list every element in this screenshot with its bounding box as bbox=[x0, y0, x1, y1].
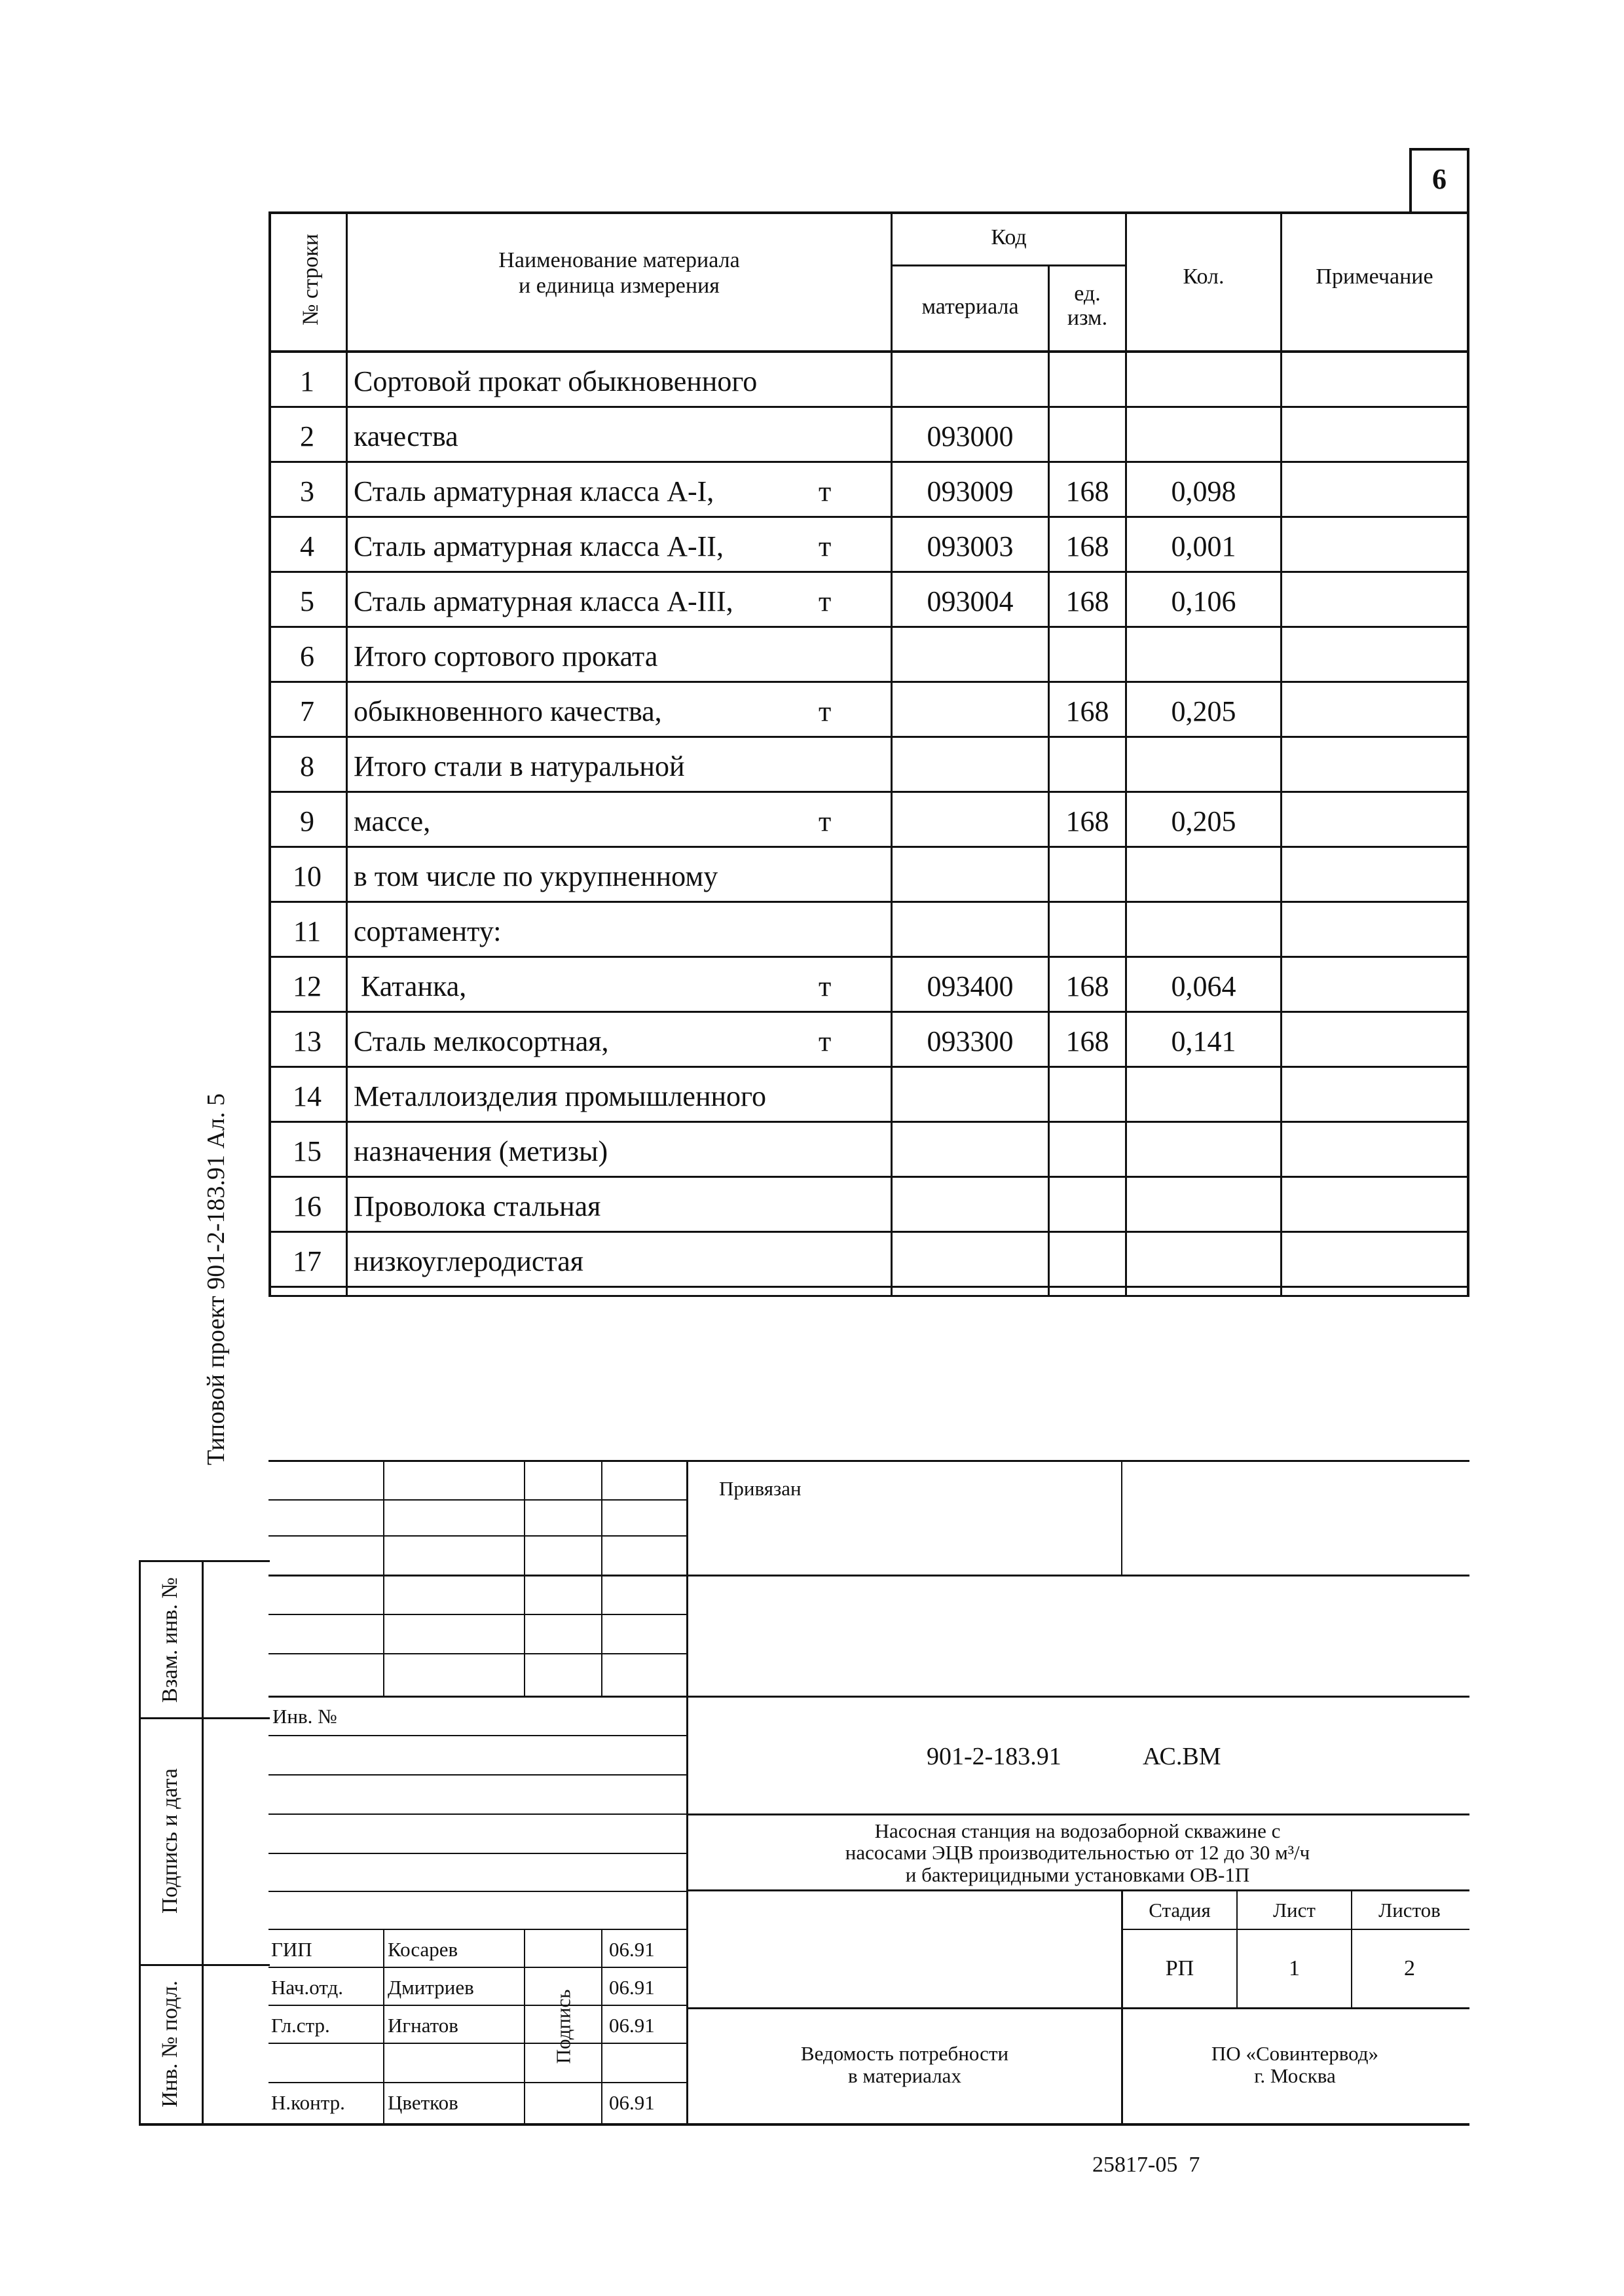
privyazan-label: Привязан bbox=[719, 1477, 802, 1500]
row-number: 10 bbox=[293, 860, 322, 892]
material-name: Катанка, bbox=[354, 970, 467, 1002]
table-row bbox=[268, 903, 1469, 958]
row-number: 16 bbox=[293, 1190, 322, 1222]
quantity: 0,205 bbox=[1171, 805, 1236, 837]
material-code: 093000 bbox=[927, 420, 1014, 452]
staff-name: Косарев bbox=[388, 1938, 458, 1961]
stamp-vzam: Взам. инв. № bbox=[158, 1577, 182, 1703]
sheet-number: 6 bbox=[1432, 163, 1447, 195]
table-row bbox=[268, 683, 1469, 738]
unit-code: 168 bbox=[1065, 530, 1109, 562]
table-row bbox=[268, 408, 1469, 463]
unit-code: 168 bbox=[1065, 1025, 1109, 1057]
unit-abbrev: т bbox=[819, 1025, 832, 1057]
row-number: 1 bbox=[300, 365, 314, 397]
material-code: 093009 bbox=[927, 475, 1014, 507]
unit-abbrev: т bbox=[819, 805, 832, 837]
row-number: 9 bbox=[300, 805, 314, 837]
unit-code: 168 bbox=[1065, 695, 1109, 727]
quantity: 0,001 bbox=[1171, 530, 1236, 562]
material-name: Сталь мелкосортная, bbox=[354, 1025, 609, 1057]
material-code: 093300 bbox=[927, 1025, 1014, 1057]
row-number: 7 bbox=[300, 695, 314, 727]
unit-code: 168 bbox=[1065, 805, 1109, 837]
staff-name: Цветков bbox=[388, 2091, 458, 2114]
unit-abbrev: т bbox=[819, 530, 832, 562]
side-project-label: Типовой проект 901-2-183.91 Ал. 5 bbox=[202, 1093, 230, 1465]
footer-number: 25817-05 7 bbox=[1092, 2153, 1200, 2177]
table-row bbox=[268, 463, 1469, 518]
quantity: 0,106 bbox=[1171, 585, 1236, 617]
unit-abbrev: т bbox=[819, 695, 832, 727]
sheets-label: Листов bbox=[1378, 1899, 1441, 1922]
header-material: материала bbox=[921, 295, 1019, 319]
row-number: 13 bbox=[293, 1025, 322, 1057]
material-name: Итого сортового проката bbox=[354, 640, 658, 672]
material-name: Металлоизделия промышленного bbox=[354, 1080, 766, 1112]
material-name: Сортовой прокат обыкновенного bbox=[354, 365, 758, 397]
row-number: 12 bbox=[293, 970, 322, 1002]
stamp-podpis-data: Подпись и дата bbox=[158, 1768, 182, 1914]
doc-mark: АС.ВМ bbox=[1143, 1743, 1221, 1770]
table-row bbox=[268, 518, 1469, 573]
stage-value: РП bbox=[1165, 1956, 1194, 1980]
staff-date: 06.91 bbox=[609, 2014, 655, 2037]
staff-date: 06.91 bbox=[609, 1976, 655, 1999]
row-number: 4 bbox=[300, 530, 314, 562]
quantity: 0,064 bbox=[1171, 970, 1236, 1002]
staff-role: Нач.отд. bbox=[271, 1976, 343, 1999]
material-code: 093004 bbox=[927, 585, 1014, 617]
doc-title: Ведомость потребности в материалах bbox=[800, 2042, 1009, 2088]
header-row-no: № строки bbox=[299, 233, 323, 326]
material-name: Сталь арматурная класса А-II, bbox=[354, 530, 724, 562]
staff-role: Н.контр. bbox=[271, 2091, 345, 2114]
staff-date: 06.91 bbox=[609, 1938, 655, 1961]
table-row bbox=[268, 958, 1469, 1013]
row-number: 14 bbox=[293, 1080, 322, 1112]
table-row bbox=[268, 793, 1469, 848]
quantity: 0,205 bbox=[1171, 695, 1236, 727]
row-number: 6 bbox=[300, 640, 314, 672]
table-row bbox=[268, 1123, 1469, 1178]
material-name: Сталь арматурная класса А-III, bbox=[354, 585, 733, 617]
table-row bbox=[268, 628, 1469, 683]
staff-name: Игнатов bbox=[388, 2014, 458, 2037]
material-name: назначения (метизы) bbox=[354, 1135, 608, 1167]
quantity: 0,141 bbox=[1171, 1025, 1236, 1057]
unit-abbrev: т bbox=[819, 585, 832, 617]
row-number: 11 bbox=[293, 915, 322, 947]
header-qty: Кол. bbox=[1183, 264, 1225, 289]
table-row bbox=[268, 1013, 1469, 1068]
organization: ПО «Совинтервод» г. Москва bbox=[1211, 2042, 1379, 2088]
inv-no-label: Инв. № bbox=[272, 1705, 337, 1728]
staff-date: 06.91 bbox=[609, 2091, 655, 2114]
unit-abbrev: т bbox=[819, 970, 832, 1002]
table-row bbox=[268, 353, 1469, 408]
quantity: 0,098 bbox=[1171, 475, 1236, 507]
material-name: сортаменту: bbox=[354, 915, 502, 947]
row-number: 2 bbox=[300, 420, 314, 452]
row-number: 17 bbox=[293, 1245, 322, 1277]
header-name: Наименование материала и единица измерения bbox=[498, 248, 740, 299]
table-row bbox=[268, 848, 1469, 903]
sheets-value: 2 bbox=[1404, 1956, 1415, 1980]
table-row bbox=[268, 1068, 1469, 1123]
unit-code: 168 bbox=[1065, 970, 1109, 1002]
unit-code: 168 bbox=[1065, 475, 1109, 507]
material-name: низкоуглеродистая bbox=[354, 1245, 583, 1277]
staff-name: Дмитриев bbox=[388, 1976, 474, 1999]
unit-code: 168 bbox=[1065, 585, 1109, 617]
material-code: 093003 bbox=[927, 530, 1014, 562]
row-number: 5 bbox=[300, 585, 314, 617]
row-number: 3 bbox=[300, 475, 314, 507]
material-name: обыкновенного качества, bbox=[354, 695, 662, 727]
sheet-value: 1 bbox=[1289, 1956, 1300, 1980]
stamp-inv-podl: Инв. № подл. bbox=[158, 1980, 182, 2107]
material-name: в том числе по укрупненному bbox=[354, 860, 718, 892]
sheet-label: Лист bbox=[1273, 1899, 1316, 1922]
header-unit: ед. изм. bbox=[1067, 282, 1108, 331]
stage-label: Стадия bbox=[1149, 1899, 1211, 1922]
table-row bbox=[268, 1233, 1469, 1288]
row-number: 15 bbox=[293, 1135, 322, 1167]
table-row bbox=[268, 738, 1469, 793]
doc-code: 901-2-183.91 bbox=[927, 1743, 1061, 1770]
material-code: 093400 bbox=[927, 970, 1014, 1002]
podpis-column-label: Подпись bbox=[551, 1989, 575, 2064]
material-name: массе, bbox=[354, 805, 431, 837]
material-name: Проволока стальная bbox=[354, 1190, 601, 1222]
material-name: качества bbox=[354, 420, 458, 452]
unit-abbrev: т bbox=[819, 475, 832, 507]
material-name: Итого стали в натуральной bbox=[354, 750, 685, 782]
row-number: 8 bbox=[300, 750, 314, 782]
header-note: Примечание bbox=[1316, 264, 1433, 289]
material-name: Сталь арматурная класса А-I, bbox=[354, 475, 714, 507]
staff-role: ГИП bbox=[271, 1938, 312, 1961]
table-row bbox=[268, 573, 1469, 628]
header-code: Код bbox=[991, 225, 1027, 249]
table-row bbox=[268, 1178, 1469, 1233]
project-title: Насосная станция на водозаборной скважине с насосами ЭЦВ производительностью от 12 до 30 м³/ч и бактерицидными установками ОВ-1П bbox=[845, 1819, 1310, 1886]
staff-role: Гл.стр. bbox=[271, 2014, 330, 2037]
